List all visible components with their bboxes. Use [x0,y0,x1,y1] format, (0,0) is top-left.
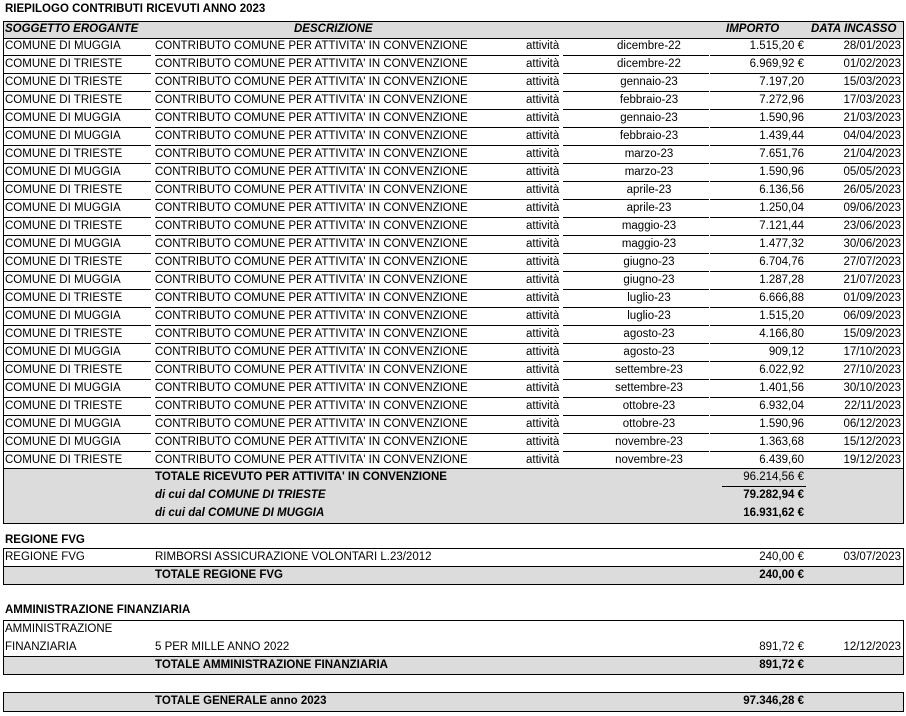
cell-data-incasso: 09/06/2023 [843,202,901,214]
totale-convenzione-label: TOTALE RICEVUTO PER ATTIVITA' IN CONVENZIONE [155,471,447,483]
cell-importo: 1.515,20 € [749,40,804,52]
amministrazione-soggetto-line1: AMMINISTRAZIONE [5,623,113,635]
table-row [3,38,903,56]
page-title: RIEPILOGO CONTRIBUTI RICEVUTI ANNO 2023 [5,3,266,15]
cell-descrizione: CONTRIBUTO COMUNE PER ATTIVITA' IN CONVENZIONE [155,40,468,52]
table-row [3,146,903,164]
cell-periodo: settembre-23 [615,364,683,376]
cell-periodo: marzo-23 [624,166,674,178]
cell-descrizione: CONTRIBUTO COMUNE PER ATTIVITA' IN CONVENZIONE [155,202,468,214]
cell-importo: 1.590,96 [759,166,804,178]
regione-data: 03/07/2023 [843,551,901,563]
cell-soggetto: COMUNE DI TRIESTE [5,364,123,376]
cell-descrizione: CONTRIBUTO COMUNE PER ATTIVITA' IN CONVENZIONE [155,292,468,304]
cell-soggetto: COMUNE DI MUGGIA [5,166,121,178]
header-importo: IMPORTO [726,23,780,35]
cell-data-incasso: 23/06/2023 [843,220,901,232]
trieste-label: di cui dal COMUNE DI TRIESTE [155,489,326,501]
cell-soggetto: COMUNE DI MUGGIA [5,346,121,358]
cell-tipo: attività [526,328,560,340]
cell-importo: 6.022,92 [759,364,804,376]
trieste-value: 79.282,94 € [743,489,804,501]
amministrazione-data: 12/12/2023 [843,641,901,653]
table-row [3,200,903,218]
cell-periodo: luglio-23 [627,310,671,322]
cell-tipo: attività [526,238,560,250]
cell-importo: 909,12 [768,346,804,358]
regione-totale-value: 240,00 € [759,569,804,581]
amministrazione-importo: 891,72 € [759,641,804,653]
table-row [3,56,903,74]
cell-soggetto: COMUNE DI TRIESTE [5,58,123,70]
cell-tipo: attività [526,40,560,52]
cell-periodo: giugno-23 [623,274,675,286]
cell-periodo: agosto-23 [623,328,675,340]
cell-tipo: attività [526,94,560,106]
header-soggetto: SOGGETTO EROGANTE [5,23,139,35]
cell-tipo: attività [526,202,560,214]
cell-tipo: attività [526,130,560,142]
regione-totale-label: TOTALE REGIONE FVG [155,569,283,581]
table-row [3,416,903,434]
cell-importo: 1.250,04 [759,202,804,214]
cell-importo: 4.166,80 [759,328,804,340]
cell-periodo: maggio-23 [621,238,677,250]
cell-descrizione: CONTRIBUTO COMUNE PER ATTIVITA' IN CONVENZIONE [155,418,468,430]
table-row [3,254,903,272]
cell-data-incasso: 27/07/2023 [843,256,901,268]
totale-convenzione-value: 96.214,56 € [743,471,804,483]
regione-descrizione: RIMBORSI ASSICURAZIONE VOLONTARI L.23/2012 [155,551,432,563]
cell-data-incasso: 22/11/2023 [844,400,901,412]
cell-tipo: attività [526,166,560,178]
cell-tipo: attività [526,58,560,70]
amministrazione-totale-value: 891,72 € [759,659,804,671]
cell-data-incasso: 06/12/2023 [843,418,901,430]
cell-importo: 6.932,04 [759,400,804,412]
cell-soggetto: COMUNE DI MUGGIA [5,238,121,250]
cell-soggetto: COMUNE DI MUGGIA [5,274,121,286]
cell-data-incasso: 15/09/2023 [843,328,901,340]
cell-soggetto: COMUNE DI TRIESTE [5,400,123,412]
cell-tipo: attività [526,346,560,358]
cell-tipo: attività [526,454,560,466]
regione-importo: 240,00 € [759,551,804,563]
table-row [3,272,903,290]
cell-periodo: giugno-23 [623,256,675,268]
amministrazione-descrizione: 5 PER MILLE ANNO 2022 [155,641,290,653]
cell-soggetto: COMUNE DI TRIESTE [5,220,123,232]
table-row [3,290,903,308]
table-row [3,434,903,452]
cell-data-incasso: 21/07/2023 [843,274,901,286]
cell-tipo: attività [526,382,560,394]
cell-tipo: attività [526,184,560,196]
cell-data-incasso: 30/06/2023 [843,238,901,250]
cell-data-incasso: 19/12/2023 [843,454,901,466]
cell-periodo: ottobre-23 [622,418,676,430]
table-row [3,362,903,380]
cell-data-incasso: 26/05/2023 [843,184,901,196]
cell-importo: 6.136,56 [759,184,804,196]
header-descrizione: DESCRIZIONE [294,23,373,35]
cell-soggetto: COMUNE DI TRIESTE [5,94,123,106]
table-row [3,380,903,398]
table-row [3,398,903,416]
cell-descrizione: CONTRIBUTO COMUNE PER ATTIVITA' IN CONVENZIONE [155,94,468,106]
cell-soggetto: COMUNE DI MUGGIA [5,418,121,430]
cell-tipo: attività [526,400,560,412]
table-row [3,92,903,110]
cell-data-incasso: 15/12/2023 [843,436,901,448]
amministrazione-heading: AMMINISTRAZIONE FINANZIARIA [5,604,191,616]
cell-tipo: attività [526,220,560,232]
cell-descrizione: CONTRIBUTO COMUNE PER ATTIVITA' IN CONVENZIONE [155,148,468,160]
cell-periodo: gennaio-23 [620,76,678,88]
cell-descrizione: CONTRIBUTO COMUNE PER ATTIVITA' IN CONVENZIONE [155,166,468,178]
table-row [3,236,903,254]
cell-descrizione: CONTRIBUTO COMUNE PER ATTIVITA' IN CONVENZIONE [155,328,468,340]
cell-periodo: febbraio-23 [619,94,679,106]
cell-soggetto: COMUNE DI TRIESTE [5,454,123,466]
cell-descrizione: CONTRIBUTO COMUNE PER ATTIVITA' IN CONVENZIONE [155,58,468,70]
cell-soggetto: COMUNE DI MUGGIA [5,436,121,448]
amministrazione-soggetto-line2: FINANZIARIA [5,641,77,653]
cell-importo: 1.439,44 [759,130,804,142]
cell-soggetto: COMUNE DI MUGGIA [5,112,121,124]
cell-data-incasso: 28/01/2023 [843,40,901,52]
cell-data-incasso: 17/03/2023 [843,94,901,106]
cell-data-incasso: 30/10/2023 [843,382,901,394]
cell-soggetto: COMUNE DI TRIESTE [5,292,123,304]
table-row [3,74,903,92]
cell-descrizione: CONTRIBUTO COMUNE PER ATTIVITA' IN CONVENZIONE [155,310,468,322]
cell-periodo: aprile-23 [626,184,672,196]
cell-importo: 7.272,96 [759,94,804,106]
cell-periodo: novembre-23 [615,436,683,448]
cell-descrizione: CONTRIBUTO COMUNE PER ATTIVITA' IN CONVENZIONE [155,220,468,232]
cell-data-incasso: 21/03/2023 [843,112,901,124]
cell-descrizione: CONTRIBUTO COMUNE PER ATTIVITA' IN CONVENZIONE [155,400,468,412]
cell-descrizione: CONTRIBUTO COMUNE PER ATTIVITA' IN CONVENZIONE [155,130,468,142]
table-row [3,128,903,146]
cell-data-incasso: 27/10/2023 [843,364,901,376]
cell-importo: 6.969,92 € [749,58,804,70]
cell-tipo: attività [526,256,560,268]
cell-importo: 1.401,56 [759,382,804,394]
table-row [3,218,903,236]
cell-periodo: febbraio-23 [619,130,679,142]
table-row [3,344,903,362]
cell-soggetto: COMUNE DI MUGGIA [5,202,121,214]
cell-importo: 1.477,32 [759,238,804,250]
cell-tipo: attività [526,76,560,88]
cell-soggetto: COMUNE DI TRIESTE [5,76,123,88]
cell-descrizione: CONTRIBUTO COMUNE PER ATTIVITA' IN CONVENZIONE [155,382,468,394]
cell-descrizione: CONTRIBUTO COMUNE PER ATTIVITA' IN CONVENZIONE [155,256,468,268]
cell-data-incasso: 01/02/2023 [843,58,901,70]
cell-tipo: attività [526,364,560,376]
cell-descrizione: CONTRIBUTO COMUNE PER ATTIVITA' IN CONVENZIONE [155,184,468,196]
cell-tipo: attività [526,292,560,304]
cell-descrizione: CONTRIBUTO COMUNE PER ATTIVITA' IN CONVENZIONE [155,76,468,88]
cell-importo: 6.666,88 [759,292,804,304]
cell-periodo: gennaio-23 [620,112,678,124]
cell-soggetto: COMUNE DI MUGGIA [5,130,121,142]
table-row [3,308,903,326]
cell-data-incasso: 15/03/2023 [843,76,901,88]
muggia-value: 16.931,62 € [743,507,804,519]
cell-data-incasso: 06/09/2023 [843,310,901,322]
cell-data-incasso: 01/09/2023 [843,292,901,304]
cell-tipo: attività [526,148,560,160]
cell-importo: 6.439,60 [759,454,804,466]
cell-soggetto: COMUNE DI MUGGIA [5,310,121,322]
cell-periodo: marzo-23 [624,148,674,160]
cell-soggetto: COMUNE DI TRIESTE [5,256,123,268]
cell-tipo: attività [526,418,560,430]
cell-periodo: novembre-23 [615,454,683,466]
cell-descrizione: CONTRIBUTO COMUNE PER ATTIVITA' IN CONVENZIONE [155,454,468,466]
cell-importo: 1.590,96 [759,112,804,124]
cell-importo: 1.590,96 [759,418,804,430]
cell-importo: 6.704,76 [759,256,804,268]
cell-soggetto: COMUNE DI MUGGIA [5,40,121,52]
cell-descrizione: CONTRIBUTO COMUNE PER ATTIVITA' IN CONVENZIONE [155,238,468,250]
cell-soggetto: COMUNE DI TRIESTE [5,184,123,196]
cell-importo: 1.515,20 [759,310,804,322]
cell-descrizione: CONTRIBUTO COMUNE PER ATTIVITA' IN CONVENZIONE [155,346,468,358]
cell-periodo: settembre-23 [615,382,683,394]
cell-tipo: attività [526,436,560,448]
cell-descrizione: CONTRIBUTO COMUNE PER ATTIVITA' IN CONVENZIONE [155,274,468,286]
cell-periodo: dicembre-22 [617,58,681,70]
table-row [3,164,903,182]
cell-periodo: aprile-23 [626,202,672,214]
cell-importo: 1.287,28 [759,274,804,286]
cell-descrizione: CONTRIBUTO COMUNE PER ATTIVITA' IN CONVENZIONE [155,436,468,448]
cell-importo: 1.363,68 [759,436,804,448]
cell-periodo: luglio-23 [627,292,671,304]
table-row [3,182,903,200]
header-data-incasso: DATA INCASSO [811,23,897,35]
cell-periodo: dicembre-22 [617,40,681,52]
totale-generale-label: TOTALE GENERALE anno 2023 [155,695,327,707]
cell-soggetto: COMUNE DI TRIESTE [5,148,123,160]
cell-tipo: attività [526,274,560,286]
regione-soggetto: REGIONE FVG [5,551,85,563]
cell-tipo: attività [526,112,560,124]
cell-periodo: maggio-23 [621,220,677,232]
cell-data-incasso: 04/04/2023 [843,130,901,142]
cell-importo: 7.651,76 [759,148,804,160]
cell-importo: 7.197,20 [759,76,804,88]
cell-descrizione: CONTRIBUTO COMUNE PER ATTIVITA' IN CONVENZIONE [155,364,468,376]
table-row [3,110,903,128]
cell-periodo: agosto-23 [623,346,675,358]
regione-heading: REGIONE FVG [5,534,85,546]
table-row [3,326,903,344]
cell-data-incasso: 21/04/2023 [843,148,901,160]
amministrazione-totale-label: TOTALE AMMINISTRAZIONE FINANZIARIA [155,659,388,671]
cell-descrizione: CONTRIBUTO COMUNE PER ATTIVITA' IN CONVENZIONE [155,112,468,124]
cell-data-incasso: 05/05/2023 [843,166,901,178]
cell-periodo: ottobre-23 [622,400,676,412]
cell-data-incasso: 17/10/2023 [843,346,901,358]
cell-soggetto: COMUNE DI TRIESTE [5,328,123,340]
cell-tipo: attività [526,310,560,322]
cell-soggetto: COMUNE DI MUGGIA [5,382,121,394]
muggia-label: di cui dal COMUNE DI MUGGIA [155,507,325,519]
totale-generale-value: 97.346,28 € [743,695,804,707]
cell-importo: 7.121,44 [759,220,804,232]
